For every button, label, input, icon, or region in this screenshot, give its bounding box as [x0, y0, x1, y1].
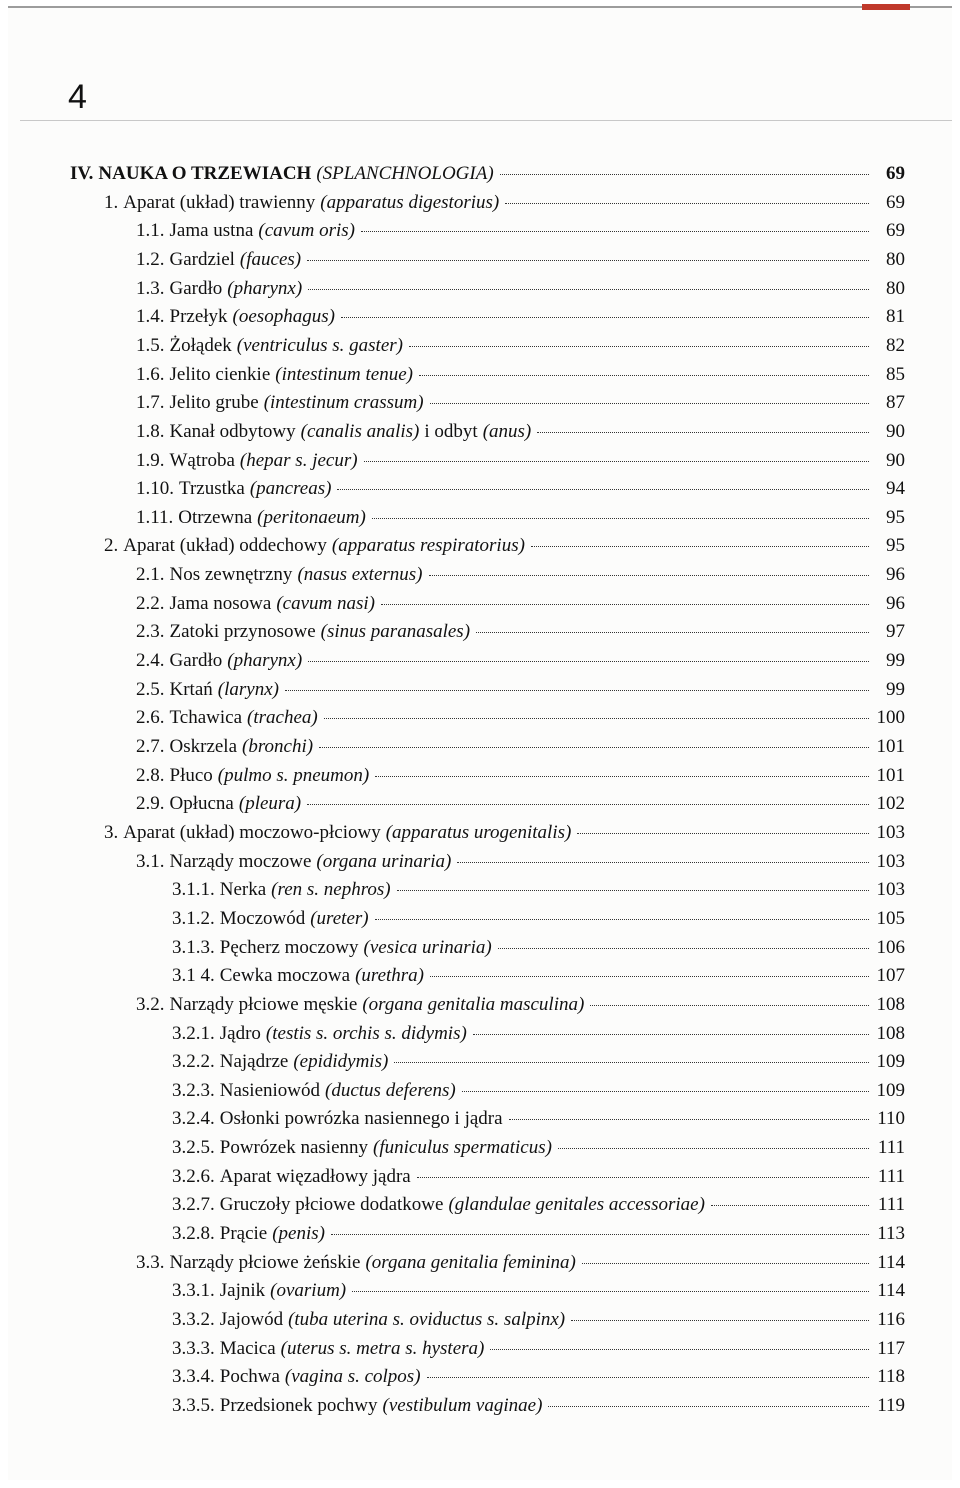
toc-entry-page: 96	[886, 564, 905, 586]
toc-entry-title: Gardło	[169, 650, 223, 672]
toc-entry-latin: (apparatus respiratorius)	[331, 535, 525, 557]
toc-entry-latin: (hepar s. jecur)	[239, 449, 358, 471]
toc-entry-title: Jajowód	[219, 1309, 284, 1330]
toc-entry-page: 80	[886, 277, 905, 299]
toc-entry-page: 95	[886, 535, 905, 557]
toc-entry-latin: (pulmo s. pneumon)	[217, 764, 370, 786]
toc-entry	[136, 335, 905, 363]
dot-leader	[331, 1234, 869, 1235]
toc-entry-title: Jajnik	[219, 1280, 266, 1302]
toc-entry-latin: (sinus paranasales)	[320, 621, 471, 643]
toc-entry-page: 101	[876, 736, 905, 757]
toc-entry-number: 2.9.	[136, 793, 165, 815]
toc-entry	[172, 879, 905, 907]
dot-leader	[364, 461, 869, 462]
dot-leader	[531, 546, 869, 547]
toc-entry-number: 1.6.	[136, 363, 165, 385]
toc-entry-page: 105	[876, 907, 905, 929]
dot-leader	[500, 174, 869, 175]
toc-entry-latin: (peritonaeum)	[257, 506, 366, 528]
toc-entry	[136, 793, 905, 821]
dot-leader	[462, 1091, 869, 1092]
toc-entry	[136, 507, 905, 535]
toc-entry-page: 69	[886, 191, 905, 213]
toc-entry-title: Trzustka	[179, 478, 245, 500]
toc-entry-number: 1.10.	[136, 478, 174, 500]
toc-entry-page: 103	[876, 821, 905, 843]
toc-entry	[104, 192, 905, 220]
toc-entry-page: 87	[886, 392, 905, 414]
toc-entry	[104, 822, 905, 850]
toc-entry-latin-extra: (anus)	[482, 420, 532, 442]
toc-entry-title: Pęcherz moczowy	[219, 936, 359, 958]
toc-entry-latin: (oesophagus)	[232, 306, 335, 328]
toc-entry-page: 109	[876, 1051, 905, 1073]
toc-entry-number: 3.3.	[136, 1251, 165, 1273]
dot-leader	[285, 690, 869, 691]
dot-leader	[394, 1062, 869, 1063]
toc-entry-page: 108	[876, 993, 905, 1015]
dot-leader	[375, 776, 869, 777]
toc-entry-title: Aparat (układ) moczowo-płciowy	[123, 821, 381, 843]
toc-entry-number: 2.4.	[136, 650, 165, 672]
toc-entry-page: 90	[886, 449, 905, 471]
dot-leader	[308, 661, 869, 662]
toc-entry-latin: (organa genitalia feminina)	[365, 1251, 576, 1273]
toc-entry-latin: (organa genitalia masculina)	[362, 993, 585, 1015]
dot-leader	[319, 747, 869, 748]
header-rule	[20, 120, 952, 121]
toc-entry-latin: (ureter)	[310, 907, 369, 929]
dot-leader	[577, 833, 869, 834]
toc-entry-title: Przełyk	[169, 306, 228, 328]
dot-leader	[381, 604, 869, 605]
toc-entry	[136, 278, 905, 306]
toc-entry-title: Najądrze	[219, 1051, 289, 1073]
toc-entry-number: 2.1.	[136, 564, 165, 586]
toc-entry-number: 3.3.3.	[172, 1337, 215, 1359]
toc-entry-number: IV.	[70, 163, 94, 184]
toc-entry	[136, 220, 905, 248]
toc-entry-latin: (apparatus digestorius)	[320, 191, 500, 213]
toc-entry-title-extra: i odbyt	[424, 420, 478, 442]
toc-entry-title: Oskrzela	[169, 736, 238, 757]
dot-leader	[307, 804, 869, 805]
toc-entry	[172, 1395, 905, 1423]
dot-leader	[498, 948, 869, 949]
toc-entry-title: Wątroba	[169, 449, 235, 471]
toc-entry-title: Narządy płciowe męskie	[169, 993, 358, 1015]
toc-entry	[172, 937, 905, 965]
toc-entry-page: 111	[877, 1165, 905, 1187]
toc-entry-title: Prącie	[219, 1223, 268, 1245]
toc-entry-page: 99	[886, 650, 905, 672]
dot-leader	[476, 632, 869, 633]
toc-entry-title: NAUKA O TRZEWIACH	[98, 163, 312, 184]
toc-entry-page: 114	[877, 1280, 905, 1302]
toc-entry-page: 118	[877, 1366, 905, 1388]
toc-entry-page: 103	[876, 879, 905, 901]
toc-entry-title: Narządy płciowe żeńskie	[169, 1251, 361, 1273]
toc-entry-title: Otrzewna	[178, 506, 253, 528]
red-corner-mark	[862, 4, 910, 10]
toc-entry-latin: (glandulae genitales accessoriae)	[448, 1194, 705, 1216]
toc-entry-latin: (tuba uterina s. oviductus s. salpinx)	[288, 1309, 566, 1330]
toc-entry	[136, 306, 905, 334]
dot-leader	[307, 260, 869, 261]
toc-entry-title: Gruczoły płciowe dodatkowe	[219, 1194, 444, 1216]
dot-leader	[505, 203, 869, 204]
toc-entry	[172, 1366, 905, 1394]
toc-entry-page: 114	[877, 1251, 905, 1273]
toc-entry-latin: (ovarium)	[270, 1280, 347, 1302]
toc-entry-latin: (ductus deferens)	[325, 1079, 456, 1101]
toc-entry-title: Osłonki powrózka nasiennego i jądra	[219, 1108, 503, 1130]
toc-entry-latin: (vestibulum vaginae)	[382, 1394, 543, 1416]
toc-entry	[136, 1252, 905, 1280]
toc-entry-latin: (fauces)	[239, 248, 302, 270]
dot-leader	[537, 432, 869, 433]
dot-leader	[372, 518, 869, 519]
dot-leader	[571, 1320, 869, 1321]
toc-entry-latin: (pleura)	[238, 793, 302, 815]
toc-entry-number: 2.5.	[136, 678, 165, 700]
toc-entry-number: 1.3.	[136, 277, 165, 299]
toc-entry-title: Gardziel	[169, 248, 235, 270]
dot-leader	[324, 718, 869, 719]
toc-entry-number: 1.	[104, 191, 119, 213]
toc-entry-title: Gardło	[169, 277, 223, 299]
toc-entry-number: 3.2.2.	[172, 1051, 215, 1073]
toc-entry-number: 3.3.4.	[172, 1366, 215, 1388]
dot-leader	[558, 1148, 869, 1149]
toc-entry-page: 90	[886, 420, 905, 442]
toc-entry	[172, 1223, 905, 1251]
toc-entry-page: 109	[876, 1079, 905, 1101]
toc-entry-title: Aparat (układ) trawienny	[123, 191, 316, 213]
toc-entry-page: 69	[886, 163, 905, 184]
toc-entry	[136, 707, 905, 735]
toc-entry-page: 113	[877, 1223, 905, 1245]
toc-entry-title: Płuco	[169, 764, 213, 786]
toc-entry-title: Narządy moczowe	[169, 850, 312, 872]
toc-entry-latin: (apparatus urogenitalis)	[385, 821, 572, 843]
dot-leader	[430, 403, 869, 404]
toc-entry-page: 103	[876, 850, 905, 872]
toc-entry-number: 2.7.	[136, 736, 165, 757]
toc-entry-number: 3.2.4.	[172, 1108, 215, 1130]
toc-entry-page: 97	[886, 621, 905, 643]
toc-entry-latin: (intestinum tenue)	[275, 363, 413, 385]
toc-entry-title: Nerka	[219, 879, 267, 901]
toc-entry-title: Jama ustna	[169, 220, 254, 242]
toc-entry	[136, 249, 905, 277]
dot-leader	[590, 1005, 869, 1006]
toc-entry-title: Aparat więzadłowy jądra	[219, 1165, 411, 1187]
toc-entry-number: 3.2.5.	[172, 1137, 215, 1159]
toc-entry-page: 95	[886, 506, 905, 528]
toc-entry-number: 2.8.	[136, 764, 165, 786]
toc-entry	[136, 564, 905, 592]
toc-entry-latin: (ventriculus s. gaster)	[236, 334, 403, 356]
toc-entry-number: 1.2.	[136, 248, 165, 270]
toc-entry-page: 69	[886, 220, 905, 242]
toc-entry	[172, 965, 905, 993]
toc-entry-number: 1.11.	[136, 506, 174, 528]
toc-entry-number: 3.2.3.	[172, 1079, 215, 1101]
toc-entry-latin: (vesica urinaria)	[363, 936, 492, 958]
toc-entry	[172, 1280, 905, 1308]
dot-leader	[308, 289, 869, 290]
toc-entry-title: Przedsionek pochwy	[219, 1394, 378, 1416]
toc-entry-latin: (pharynx)	[227, 650, 303, 672]
toc-entry-page: 101	[876, 764, 905, 786]
toc-entry-latin: (testis s. orchis s. didymis)	[265, 1022, 467, 1044]
dot-leader	[430, 976, 869, 977]
toc-entry-page: 110	[877, 1108, 905, 1130]
toc-entry-title: Zatoki przynosowe	[169, 621, 316, 643]
toc-entry-number: 2.6.	[136, 707, 165, 729]
toc-entry-number: 2.2.	[136, 592, 165, 614]
toc-entry-page: 82	[886, 334, 905, 356]
toc-entry-title: Nos zewnętrzny	[169, 564, 293, 586]
toc-entry-title: Macica	[219, 1337, 276, 1359]
dot-leader	[341, 317, 869, 318]
toc-entry-title: Jądro	[219, 1022, 261, 1044]
toc-entry-number: 3.3.5.	[172, 1394, 215, 1416]
toc-entry-number: 3.2.7.	[172, 1194, 215, 1216]
toc-entry-number: 3.2.8.	[172, 1223, 215, 1245]
toc-entry	[136, 478, 905, 506]
toc-entry-number: 2.3.	[136, 621, 165, 643]
toc-entry-latin: (cavum nasi)	[276, 592, 376, 614]
toc-entry	[172, 1051, 905, 1079]
toc-entry-number: 1.7.	[136, 392, 165, 414]
toc-entry	[172, 1309, 905, 1337]
toc-entry-page: 116	[877, 1309, 905, 1330]
toc-entry	[136, 421, 905, 449]
toc-entry-latin: (funiculus spermaticus)	[373, 1137, 552, 1159]
toc-entry-title: Jelito cienkie	[169, 363, 271, 385]
toc-entry-latin: (uterus s. metra s. hystera)	[280, 1337, 485, 1359]
top-rule	[8, 6, 952, 8]
toc-entry-page: 85	[886, 363, 905, 385]
dot-leader	[375, 919, 869, 920]
toc-entry-page: 108	[876, 1022, 905, 1044]
toc-entry	[70, 163, 905, 191]
page-number: 4	[68, 78, 87, 116]
toc-entry	[136, 621, 905, 649]
toc-entry	[136, 765, 905, 793]
dot-leader	[548, 1406, 869, 1407]
toc-entry	[172, 1023, 905, 1051]
toc-entry-page: 111	[877, 1194, 905, 1216]
toc-entry-latin: (SPLANCHNOLOGIA)	[316, 163, 494, 184]
toc-entry-title: Jama nosowa	[169, 592, 272, 614]
toc-entry-title: Żołądek	[169, 334, 232, 356]
toc-entry-page: 99	[886, 678, 905, 700]
toc-entry	[172, 1137, 905, 1165]
dot-leader	[352, 1291, 869, 1292]
toc-entry-latin: (vagina s. colpos)	[284, 1366, 421, 1388]
toc-entry-latin: (bronchi)	[242, 736, 314, 757]
toc-entry-latin: (epididymis)	[293, 1051, 389, 1073]
toc-entry-latin: (larynx)	[217, 678, 279, 700]
toc-entry-page: 100	[876, 707, 905, 729]
toc-entry-page: 96	[886, 592, 905, 614]
toc-entry-latin: (intestinum crassum)	[263, 392, 424, 414]
toc-entry-title: Pochwa	[219, 1366, 280, 1388]
toc-entry-number: 3.3.2.	[172, 1309, 215, 1330]
toc-entry-latin: (trachea)	[247, 707, 318, 729]
toc-entry-number: 3.3.1.	[172, 1280, 215, 1302]
toc-entry-title: Kanał odbytowy	[169, 420, 296, 442]
toc-entry-latin: (pancreas)	[249, 478, 332, 500]
toc-entry-latin: (penis)	[272, 1223, 325, 1245]
toc-entry-title: Nasieniowód	[219, 1079, 321, 1101]
toc-entry	[136, 450, 905, 478]
toc-entry-page: 119	[877, 1394, 905, 1416]
dot-leader	[417, 1177, 869, 1178]
toc-entry	[136, 650, 905, 678]
toc-entry-number: 3.1.	[136, 850, 165, 872]
toc-entry-page: 81	[886, 306, 905, 328]
toc-entry-title: Cewka moczowa	[219, 965, 351, 987]
dot-leader	[473, 1034, 869, 1035]
dot-leader	[509, 1119, 869, 1120]
toc-entry-number: 1.8.	[136, 420, 165, 442]
dot-leader	[490, 1349, 869, 1350]
toc-entry-page: 102	[876, 793, 905, 815]
dot-leader	[397, 890, 869, 891]
toc-entry-title: Powrózek nasienny	[219, 1137, 369, 1159]
toc-entry	[172, 1194, 905, 1222]
dot-leader	[361, 231, 869, 232]
toc-entry-number: 3.1.2.	[172, 907, 215, 929]
dot-leader	[337, 489, 869, 490]
toc-entry-number: 3.1.3.	[172, 936, 215, 958]
toc-entry-number: 2.	[104, 535, 119, 557]
toc-entry-title: Tchawica	[169, 707, 243, 729]
toc-entry-title: Moczowód	[219, 907, 306, 929]
dot-leader	[409, 346, 869, 347]
toc-entry-number: 3.2.1.	[172, 1022, 215, 1044]
toc-entry-latin: (nasus externus)	[297, 564, 423, 586]
toc-entry-latin: (ren s. nephros)	[271, 879, 391, 901]
toc-entry	[172, 908, 905, 936]
toc-entry-title: Aparat (układ) oddechowy	[123, 535, 327, 557]
toc-entry-latin: (pharynx)	[227, 277, 303, 299]
dot-leader	[582, 1263, 869, 1264]
dot-leader	[429, 575, 870, 576]
toc-entry-latin: (cavum oris)	[258, 220, 355, 242]
toc-entry-title: Opłucna	[169, 793, 234, 815]
dot-leader	[457, 862, 869, 863]
toc-entry	[136, 994, 905, 1022]
toc-entry	[136, 593, 905, 621]
toc-entry	[136, 392, 905, 420]
toc-entry	[136, 851, 905, 879]
dot-leader	[419, 375, 869, 376]
toc-entry-page: 107	[876, 965, 905, 987]
dot-leader	[711, 1205, 869, 1206]
toc-entry-page: 94	[886, 478, 905, 500]
toc-entry-title: Jelito grube	[169, 392, 259, 414]
toc-entry-number: 3.2.	[136, 993, 165, 1015]
toc-entry-number: 3.1.1.	[172, 879, 215, 901]
toc-entry	[172, 1080, 905, 1108]
toc-entry-page: 106	[876, 936, 905, 958]
toc-entry	[172, 1338, 905, 1366]
toc-entry-number: 3.2.6.	[172, 1165, 215, 1187]
toc-entry-page: 80	[886, 248, 905, 270]
dot-leader	[427, 1377, 869, 1378]
toc-entry	[136, 364, 905, 392]
toc-entry-number: 1.1.	[136, 220, 165, 242]
toc-entry-latin: (urethra)	[355, 965, 425, 987]
toc-entry-title: Krtań	[169, 678, 213, 700]
toc-entry	[172, 1166, 905, 1194]
toc-entry-number: 3.1 4.	[172, 965, 215, 987]
toc-entry-number: 1.4.	[136, 306, 165, 328]
toc-entry-latin: (organa urinaria)	[316, 850, 452, 872]
toc-entry	[172, 1108, 905, 1136]
toc-entry-page: 111	[877, 1137, 905, 1159]
toc-entry-number: 1.9.	[136, 449, 165, 471]
toc-entry	[136, 679, 905, 707]
toc-entry-page: 117	[877, 1337, 905, 1359]
toc-entry	[104, 535, 905, 563]
toc-entry-number: 3.	[104, 821, 119, 843]
toc-entry-latin: (canalis analis)	[300, 420, 420, 442]
toc-entry	[136, 736, 905, 764]
toc-entry-number: 1.5.	[136, 334, 165, 356]
